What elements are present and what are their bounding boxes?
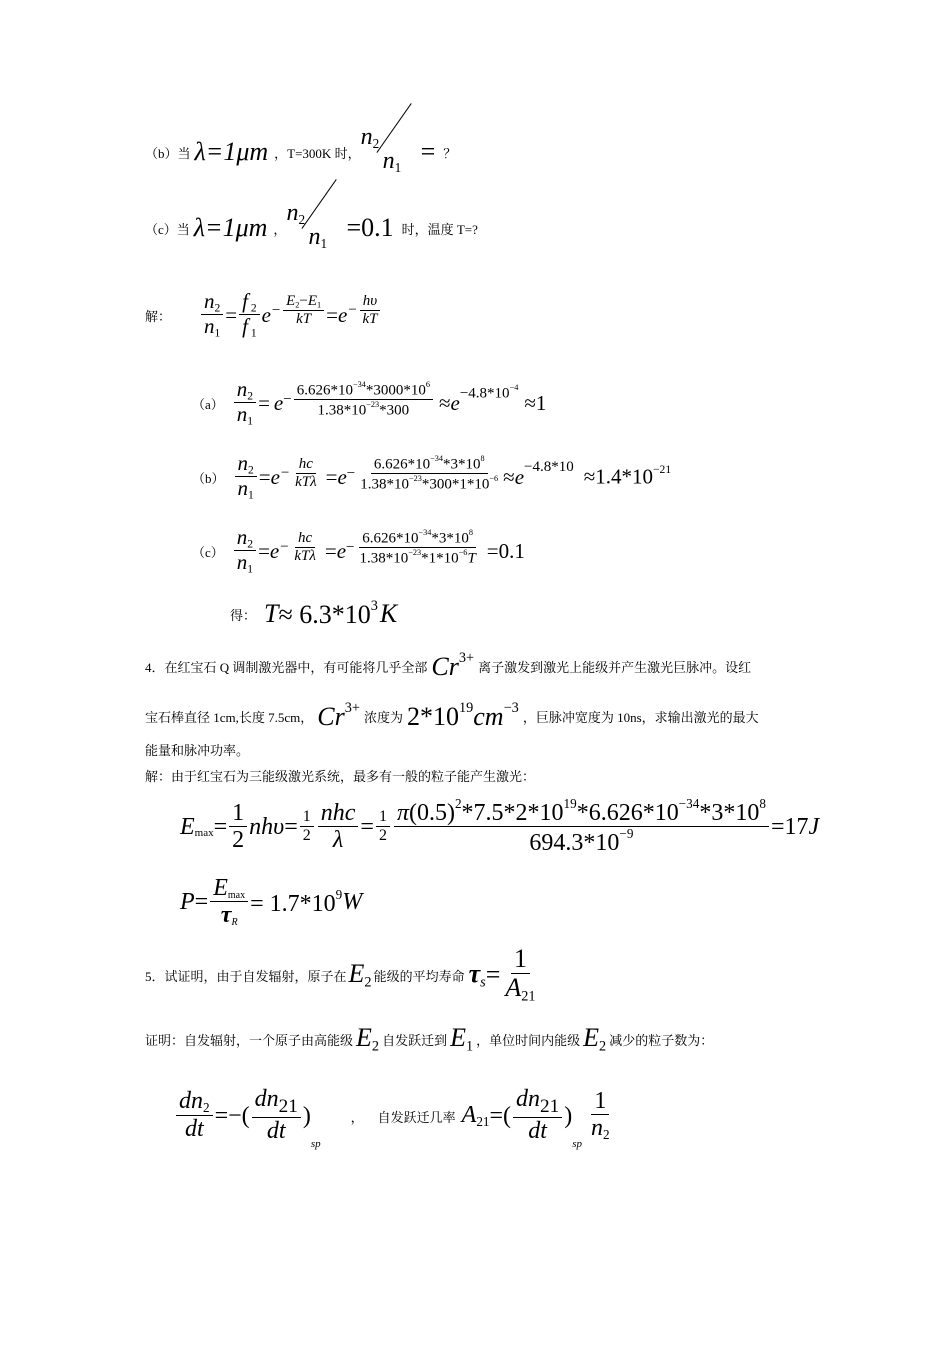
question-c-comma: ，: [273, 221, 287, 237]
problem-4-line3: 能量和脉冲功率。: [145, 743, 250, 758]
proof-text-c: ，单位时间内能级: [476, 1032, 581, 1048]
final-text: 自发跃迁几率: [377, 1109, 456, 1125]
problem-4-line2: 宝石棒直径 1cm,长度 7.5cm， $Cr^{3+}$ 浓度为 $2*10^{19}cm^{-3}$ ，巨脉冲宽度为 10ns，求输出激光的最大: [145, 700, 759, 731]
question-c-equals: =0.1: [346, 213, 394, 242]
problem-5-mid: 能级的平均寿命: [373, 968, 465, 984]
question-b: [145, 124, 456, 180]
solution-main: 解： $\frac{n_2}{n_1}$ = $\frac{f _2}{f _1}$ e − $\frac{E_2-E_1}{kT}$ = e − $\frac{h\upsilon}{kT}$: [145, 282, 382, 348]
problem-4-text-d: 浓度为: [363, 709, 403, 725]
question-c-prefix: （c）当: [145, 221, 190, 237]
question-c: [145, 200, 478, 256]
proof-text-b: 自发跃迁到: [382, 1032, 448, 1048]
proof-text-a: 证明：自发辐射，一个原子由高能级: [145, 1032, 354, 1048]
question-b-equals: =: [420, 137, 436, 166]
solution-b: （b） $\frac{n_2}{n_1}$ = e − $\frac{hc}{\text{kTλ}}$ = e − $\frac{6.626*10^{-34}*3*10^8}{1.38*10^{-23}*300*1*10^{-6}}$ ≈ e −4.8*10 $\approx 1.4*10^{-21}$: [192, 450, 672, 502]
label-b: （b）: [192, 470, 225, 486]
final-comma: ，: [350, 1109, 364, 1125]
problem-4-text-c: 宝石棒直径 1cm,长度 7.5cm，: [145, 709, 314, 725]
problem-5: 5．试证明，由于自发辐射，原子在 $E_2$ 能级的平均寿命 $\tau_s$ = $\frac{1}{A_{21}}$: [145, 944, 536, 1004]
formula-final: $\frac{dn_2}{dt}$ =−( $\frac{dn_{21}}{dt}$ ) sp ， 自发跃迁几率 $A_{21}$ =( $\frac{dn_{21}}{dt}$ ) sp $\frac{1}{n_2}$: [174, 1076, 615, 1156]
proof-text-d: 减少的粒子数为：: [609, 1032, 714, 1048]
ratio-n2-n1: $n_2$ $n_1$: [286, 200, 352, 256]
problem-4-text-b: 离子激发到激光上能级并产生激光巨脉冲。设红: [478, 659, 752, 675]
problem-5-text: 5．试证明，由于自发辐射，原子在: [145, 968, 347, 984]
formula-power: P = $\frac{E_{max}}{\tau_R}$ = $1.7*10^9$ W: [180, 874, 363, 929]
solution-label: 解：: [145, 308, 172, 324]
question-b-condition: ，T=300K 时，: [274, 145, 361, 161]
label-a: （a）: [192, 396, 224, 412]
question-b-lambda: λ=1μm: [194, 137, 269, 166]
question-b-question: ？: [443, 145, 457, 161]
problem-4-text-a: 4．在红宝石 Q 调制激光器中，有可能将几乎全部: [145, 659, 428, 675]
result-label: 得：: [230, 607, 257, 623]
question-c-lambda: λ=1μm: [193, 213, 268, 242]
formula-emax: E $_{max}$ = $\frac{1}{2}$ nhυ = $\frac{1}{2}$ $\frac{\text{nhc}}{\lambda}$ = $\frac{1}{2}$ $\frac{\pi(0.5)^2*7.5*2*10^{19}*6.626*10^{-34}*3*10^8}{694.3*10^{-9}}$ =17 J: [180, 796, 820, 857]
problem-4-text-e: ，巨脉冲宽度为 10ns，求输出激光的最大: [522, 709, 759, 725]
question-c-tail: 时，温度 T=?: [401, 221, 478, 237]
ratio-n2-n1: $n_2$ $n_1$: [361, 124, 427, 180]
label-c: （c）: [192, 544, 224, 560]
result-temperature: 得： T ≈ $6.3*10^3$ K: [230, 598, 398, 629]
solution-c: （c） $\frac{n_2}{n_1}$ = e − $\frac{hc}{\text{kTλ}}$ = e − $\frac{6.626*10^{-34}*3*10^8}{1.38*10^{-23}*1*10^{-6}T}$ =0.1: [192, 524, 525, 576]
question-b-prefix: （b）当: [145, 145, 191, 161]
problem-4-solution: 解：由于红宝石为三能级激光系统，最多有一般的粒子能产生激光：: [145, 769, 536, 784]
problem-4-line1: 4．在红宝石 Q 调制激光器中，有可能将几乎全部 $Cr^{3+}$ 离子激发到激光上能级并产生激光巨脉冲。设红: [145, 650, 752, 681]
proof-line: 证明：自发辐射，一个原子由高能级 $E_2$ 自发跃迁到 $E_1$ ，单位时间内能级 $E_2$ 减少的粒子数为：: [145, 1022, 714, 1055]
solution-a: （a） $\frac{n_2}{n_1}$ = e − $\frac{6.626*10^{-34}*3000*10^6}{1.38*10^{-23}*300}$ ≈ e $-4.8*10^{-4}$ ≈1: [192, 376, 547, 428]
